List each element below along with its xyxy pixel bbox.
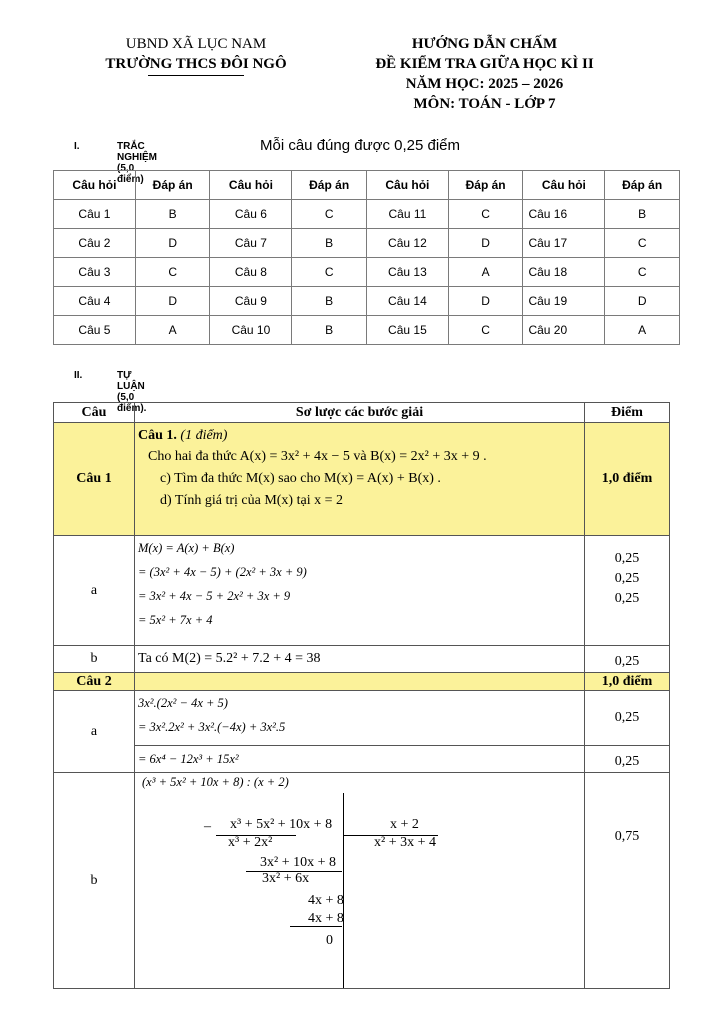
question-1-row [54, 423, 670, 536]
section-number: I. [74, 141, 80, 152]
part-label: a [54, 536, 135, 646]
step-score: 0,25 [614, 591, 640, 606]
table-cell: Câu 3 [54, 258, 136, 287]
table-cell: Câu 10 [210, 316, 292, 345]
table-header-row [54, 171, 680, 200]
solution-step: M(x) = A(x) + B(x) [138, 541, 235, 555]
step-score: 0,75 [585, 773, 670, 989]
solution-step: = 5x² + 7x + 4 [138, 613, 213, 627]
table-cell: Câu 20 [523, 316, 605, 345]
exam-name: ĐỀ KIỂM TRA GIỮA HỌC KÌ II [375, 56, 594, 72]
table-cell: Câu 7 [210, 229, 292, 258]
dividend: x³ + 5x² + 10x + 8 [230, 817, 333, 832]
header-cell: Đáp án [135, 171, 210, 200]
part-1a-scores [585, 536, 670, 646]
header-cell: Câu hỏi [210, 171, 292, 200]
part-1a-content [135, 536, 585, 646]
table-cell: Câu 11 [366, 200, 448, 229]
table-row [54, 258, 680, 287]
table-cell: Câu 16 [523, 200, 605, 229]
table-row [54, 287, 680, 316]
question-2b-row [54, 773, 670, 989]
section-title: TỰ LUẬN (5,0 điểm). [117, 370, 147, 414]
table-cell: D [135, 229, 210, 258]
solution-header-row [54, 403, 670, 423]
part-2b-content [135, 773, 585, 989]
step-score: 0,25 [614, 551, 640, 566]
table-row [54, 200, 680, 229]
header-cell: Câu hỏi [366, 171, 448, 200]
divisor: x + 2 [390, 817, 419, 832]
subtract-line-3: 4x + 8 [308, 911, 344, 926]
table-cell: Câu 2 [54, 229, 136, 258]
table-cell: Câu 4 [54, 287, 136, 316]
table-cell: C [135, 258, 210, 287]
question-part-c: c) Tìm đa thức M(x) sao cho M(x) = A(x) + B(x) . [160, 471, 441, 486]
subject: MÔN: TOÁN - LỚP 7 [413, 96, 556, 112]
exam-header [362, 34, 607, 114]
question-label: Câu 1 [54, 423, 135, 536]
table-cell: Câu 18 [523, 258, 605, 287]
step-score: 0,25 [585, 691, 670, 746]
question-2a-row-2 [54, 746, 670, 773]
school-header [80, 34, 312, 74]
table-cell: C [605, 229, 680, 258]
doc-title: HƯỚNG DẪN CHẤM [411, 36, 558, 52]
header-cell: Câu hỏi [54, 171, 136, 200]
table-cell: C [605, 258, 680, 287]
final-remainder: 0 [326, 933, 333, 948]
question-score: 1,0 điểm [585, 673, 670, 691]
step-score: 0,25 [614, 571, 640, 586]
table-cell: C [292, 200, 367, 229]
part-label: b [54, 646, 135, 673]
subtract-underline [246, 871, 342, 872]
table-cell: Câu 1 [54, 200, 136, 229]
table-cell: D [605, 287, 680, 316]
table-cell: Câu 6 [210, 200, 292, 229]
table-cell: Câu 15 [366, 316, 448, 345]
table-cell: D [448, 287, 523, 316]
question-points: (1 điểm) [180, 428, 228, 443]
table-row [54, 316, 680, 345]
school-name: TRƯỜNG THCS ĐÔI NGÔ [105, 56, 287, 72]
step-score: 0,25 [585, 646, 670, 673]
table-cell: B [292, 229, 367, 258]
table-cell: A [135, 316, 210, 345]
header-cell: Đáp án [292, 171, 367, 200]
solution-step: = 6x⁴ − 12x³ + 15x² [135, 746, 585, 773]
table-cell: A [605, 316, 680, 345]
question-1b-row [54, 646, 670, 673]
table-cell: Câu 14 [366, 287, 448, 316]
solution-step: = 3x² + 4x − 5 + 2x² + 3x + 9 [138, 589, 291, 603]
question-title: Câu 1. [138, 428, 177, 443]
table-cell: Câu 17 [523, 229, 605, 258]
header-cell: Câu [54, 403, 135, 423]
solution-step: = 3x².2x² + 3x².(−4x) + 3x².5 [138, 720, 286, 734]
school-year: NĂM HỌC: 2025 – 2026 [405, 76, 564, 92]
header-cell: Điểm [585, 403, 670, 423]
table-cell: Câu 19 [523, 287, 605, 316]
header-cell: Đáp án [605, 171, 680, 200]
divisor-underline [343, 835, 438, 836]
division-vertical-line [343, 793, 344, 988]
part-label: b [54, 773, 135, 989]
table-cell: C [448, 316, 523, 345]
solution-table [53, 402, 670, 989]
table-cell: Câu 12 [366, 229, 448, 258]
subtract-underline [290, 926, 342, 927]
question-statement: Cho hai đa thức A(x) = 3x² + 4x − 5 và B(x) = 2x² + 3x + 9 . [148, 449, 487, 464]
table-cell: B [292, 316, 367, 345]
solution-step: = (3x² + 4x − 5) + (2x² + 3x + 9) [138, 565, 307, 579]
table-cell: Câu 9 [210, 287, 292, 316]
header-underline [148, 75, 244, 76]
table-cell: A [448, 258, 523, 287]
header-cell: Đáp án [448, 171, 523, 200]
section-note: Mỗi câu đúng được 0,25 điểm [260, 137, 460, 154]
subtract-line-1: x³ + 2x² [228, 835, 273, 850]
question-label: Câu 2 [54, 673, 135, 691]
table-cell: B [292, 287, 367, 316]
table-row [54, 229, 680, 258]
table-cell: B [605, 200, 680, 229]
part-2a-content [135, 691, 585, 746]
table-cell: Câu 13 [366, 258, 448, 287]
subtract-underline [216, 835, 296, 836]
quotient: x² + 3x + 4 [374, 835, 436, 850]
solution-step: 3x².(2x² − 4x + 5) [138, 696, 228, 710]
table-cell: B [135, 200, 210, 229]
table-cell: D [135, 287, 210, 316]
question-2-row [54, 673, 670, 691]
district-name: UBND XÃ LỤC NAM [125, 36, 267, 52]
remainder-1: 3x² + 10x + 8 [260, 855, 336, 870]
step-score: 0,25 [585, 746, 670, 773]
table-cell: C [448, 200, 523, 229]
table-cell: D [448, 229, 523, 258]
subtract-line-2: 3x² + 6x [262, 871, 310, 886]
question-1-content [135, 423, 585, 536]
part-label: a [54, 691, 135, 773]
question-1a-row [54, 536, 670, 646]
minus-sign: – [204, 819, 211, 834]
table-cell: Câu 8 [210, 258, 292, 287]
header-cell: Câu hỏi [523, 171, 605, 200]
question-score: 1,0 điểm [585, 423, 670, 536]
table-cell: Câu 5 [54, 316, 136, 345]
header-cell: Sơ lược các bước giải [135, 403, 585, 423]
section-number: II. [74, 370, 83, 381]
division-expression: (x³ + 5x² + 10x + 8) : (x + 2) [142, 775, 289, 789]
question-2a-row [54, 691, 670, 746]
long-division [138, 773, 584, 988]
answer-key-table [53, 170, 680, 345]
solution-step: Ta có M(2) = 5.2² + 7.2 + 4 = 38 [135, 646, 585, 673]
question-part-d: d) Tính giá trị của M(x) tại x = 2 [160, 493, 343, 508]
question-2-content [135, 673, 585, 691]
table-cell: C [292, 258, 367, 287]
remainder-2: 4x + 8 [308, 893, 344, 908]
section-title: TRẮC NGHIỆM (5,0 điểm) [117, 141, 157, 185]
